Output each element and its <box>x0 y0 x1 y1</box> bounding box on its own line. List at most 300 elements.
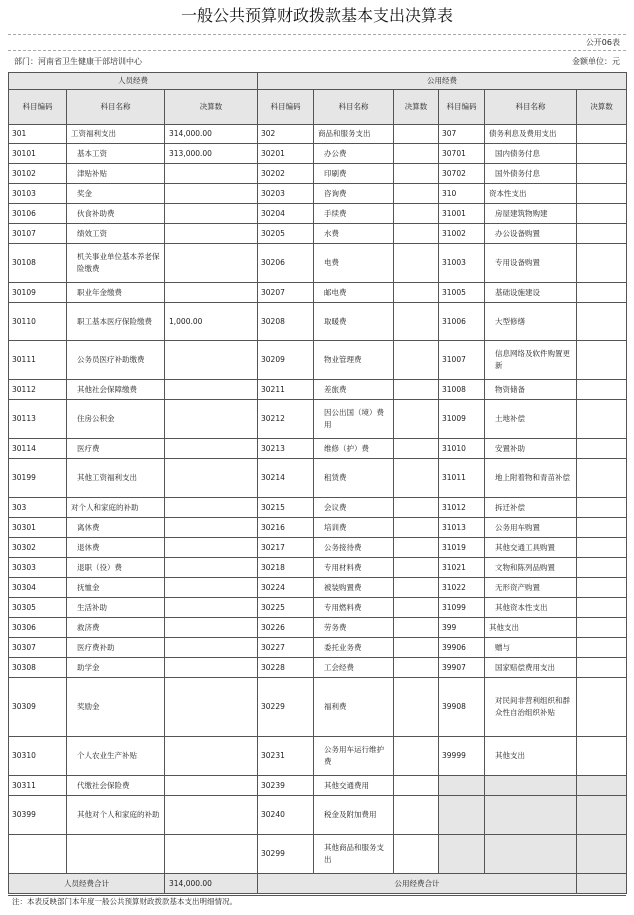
personnel-code-cell: 301 <box>9 125 67 144</box>
public-code-cell: 31006 <box>439 303 485 341</box>
personnel-code-cell: 30302 <box>9 538 67 558</box>
section-personnel-header: 人员经费 <box>9 73 258 90</box>
public-total-label: 公用经费合计 <box>258 874 577 894</box>
public-amount-cell <box>394 638 439 658</box>
personnel-name-cell: 津贴补贴 <box>67 164 165 184</box>
public-name-cell: 资本性支出 <box>485 184 577 204</box>
public-code-cell: 30211 <box>258 380 314 400</box>
personnel-code-cell: 30107 <box>9 224 67 244</box>
public-code-cell: 30227 <box>258 638 314 658</box>
personnel-amount-cell: 1,000.00 <box>165 303 258 341</box>
personnel-amount-cell <box>165 558 258 578</box>
public-code-cell: 30229 <box>258 678 314 737</box>
public-code-cell: 31001 <box>439 204 485 224</box>
public-amount-cell <box>577 144 627 164</box>
public-name-cell <box>485 796 577 835</box>
public-name-cell: 国内债务付息 <box>485 144 577 164</box>
public-amount-cell <box>577 283 627 303</box>
public-code-cell: 30213 <box>258 439 314 459</box>
public-amount-cell <box>394 598 439 618</box>
public-name-cell: 公务用车运行维护费 <box>314 737 394 776</box>
public-name-cell: 专用设备购置 <box>485 244 577 283</box>
public-amount-cell <box>577 204 627 224</box>
public-amount-cell <box>577 224 627 244</box>
public-name-cell: 信息网络及软件购置更新 <box>485 341 577 380</box>
table-row <box>9 244 627 283</box>
personnel-name-cell: 医疗费 <box>67 439 165 459</box>
public-code-cell: 30208 <box>258 303 314 341</box>
public-amount-cell <box>577 341 627 380</box>
public-amount-cell <box>577 125 627 144</box>
personnel-name-cell: 生活补助 <box>67 598 165 618</box>
table-row <box>9 498 627 518</box>
public-code-cell: 30201 <box>258 144 314 164</box>
personnel-code-cell: 30106 <box>9 204 67 224</box>
public-code-cell: 31009 <box>439 400 485 439</box>
public-total-amount <box>577 874 627 894</box>
public-amount-cell <box>394 835 439 874</box>
column-header-amount: 决算数 <box>394 90 439 125</box>
personnel-amount-cell <box>165 776 258 796</box>
public-name-cell: 专用材料费 <box>314 558 394 578</box>
table-row <box>9 164 627 184</box>
public-name-cell: 工会经费 <box>314 658 394 678</box>
public-amount-cell <box>577 538 627 558</box>
personnel-total-label: 人员经费合计 <box>9 874 165 894</box>
public-name-cell: 福利费 <box>314 678 394 737</box>
totals-row <box>9 874 627 894</box>
table-row <box>9 459 627 498</box>
public-amount-cell <box>577 737 627 776</box>
table-row <box>9 796 627 835</box>
personnel-total-amount: 314,000.00 <box>165 874 258 894</box>
public-code-cell: 30240 <box>258 796 314 835</box>
personnel-code-cell: 30310 <box>9 737 67 776</box>
public-amount-cell <box>394 380 439 400</box>
public-code-cell: 30217 <box>258 538 314 558</box>
public-code-cell: 31022 <box>439 578 485 598</box>
public-code-cell: 307 <box>439 125 485 144</box>
public-name-cell: 会议费 <box>314 498 394 518</box>
public-amount-cell <box>577 618 627 638</box>
public-name-cell: 地上附着物和青苗补偿 <box>485 459 577 498</box>
personnel-code-cell: 30301 <box>9 518 67 538</box>
divider <box>8 50 626 51</box>
personnel-name-cell: 绩效工资 <box>67 224 165 244</box>
column-header-amount: 决算数 <box>577 90 627 125</box>
public-name-cell: 咨询费 <box>314 184 394 204</box>
personnel-amount-cell <box>165 224 258 244</box>
public-amount-cell <box>394 244 439 283</box>
personnel-code-cell: 30399 <box>9 796 67 835</box>
public-name-cell: 其他商品和服务支出 <box>314 835 394 874</box>
column-header-code: 科目编码 <box>258 90 314 125</box>
public-name-cell: 办公设备购置 <box>485 224 577 244</box>
public-code-cell: 30204 <box>258 204 314 224</box>
public-name-cell: 水费 <box>314 224 394 244</box>
personnel-code-cell <box>9 835 67 874</box>
public-name-cell: 租赁费 <box>314 459 394 498</box>
public-name-cell <box>485 835 577 874</box>
public-code-cell: 30203 <box>258 184 314 204</box>
public-name-cell: 维修（护）费 <box>314 439 394 459</box>
personnel-amount-cell: 313,000.00 <box>165 144 258 164</box>
public-code-cell: 39999 <box>439 737 485 776</box>
public-name-cell: 手续费 <box>314 204 394 224</box>
public-code-cell: 30215 <box>258 498 314 518</box>
public-amount-cell <box>577 184 627 204</box>
public-name-cell: 无形资产购置 <box>485 578 577 598</box>
personnel-name-cell: 退职（役）费 <box>67 558 165 578</box>
public-name-cell: 电费 <box>314 244 394 283</box>
public-amount-cell <box>394 459 439 498</box>
table-row <box>9 283 627 303</box>
public-code-cell: 30202 <box>258 164 314 184</box>
personnel-code-cell: 303 <box>9 498 67 518</box>
public-amount-cell <box>577 439 627 459</box>
public-name-cell: 其他交通工具购置 <box>485 538 577 558</box>
footnote: 注：本表反映部门本年度一般公共预算财政拨款基本支出明细情况。 <box>8 895 626 908</box>
personnel-name-cell: 代缴社会保险费 <box>67 776 165 796</box>
public-name-cell: 房屋建筑物购建 <box>485 204 577 224</box>
personnel-amount-cell <box>165 638 258 658</box>
public-name-cell: 劳务费 <box>314 618 394 638</box>
personnel-amount-cell <box>165 341 258 380</box>
public-amount-cell <box>394 400 439 439</box>
public-code-cell: 30239 <box>258 776 314 796</box>
personnel-amount-cell <box>165 439 258 459</box>
table-row <box>9 658 627 678</box>
personnel-name-cell <box>67 835 165 874</box>
public-name-cell: 基础设施建设 <box>485 283 577 303</box>
personnel-amount-cell <box>165 796 258 835</box>
public-code-cell: 39906 <box>439 638 485 658</box>
public-amount-cell <box>577 244 627 283</box>
public-amount-cell <box>394 796 439 835</box>
personnel-name-cell: 职工基本医疗保险缴费 <box>67 303 165 341</box>
table-row <box>9 303 627 341</box>
expenditure-table <box>8 72 627 894</box>
public-amount-cell <box>577 835 627 874</box>
personnel-amount-cell <box>165 538 258 558</box>
table-row <box>9 204 627 224</box>
personnel-amount-cell <box>165 737 258 776</box>
public-code-cell: 302 <box>258 125 314 144</box>
public-amount-cell <box>577 380 627 400</box>
public-amount-cell <box>394 341 439 380</box>
public-code-cell: 31019 <box>439 538 485 558</box>
public-code-cell: 31003 <box>439 244 485 283</box>
personnel-code-cell: 30307 <box>9 638 67 658</box>
public-name-cell: 被装购置费 <box>314 578 394 598</box>
public-amount-cell <box>577 498 627 518</box>
column-header-name: 科目名称 <box>485 90 577 125</box>
personnel-name-cell: 住房公积金 <box>67 400 165 439</box>
personnel-code-cell: 30110 <box>9 303 67 341</box>
personnel-amount-cell <box>165 598 258 618</box>
personnel-amount-cell <box>165 400 258 439</box>
personnel-code-cell: 30109 <box>9 283 67 303</box>
personnel-name-cell: 奖励金 <box>67 678 165 737</box>
column-header-name: 科目名称 <box>67 90 165 125</box>
personnel-name-cell: 基本工资 <box>67 144 165 164</box>
public-name-cell: 因公出国（境）费用 <box>314 400 394 439</box>
public-amount-cell <box>577 598 627 618</box>
public-amount-cell <box>394 658 439 678</box>
personnel-code-cell: 30309 <box>9 678 67 737</box>
public-name-cell: 取暖费 <box>314 303 394 341</box>
personnel-amount-cell <box>165 283 258 303</box>
unit-label: 金额单位：元 <box>572 57 620 66</box>
personnel-code-cell: 30114 <box>9 439 67 459</box>
public-name-cell: 国家赔偿费用支出 <box>485 658 577 678</box>
personnel-code-cell: 30111 <box>9 341 67 380</box>
public-amount-cell <box>394 164 439 184</box>
public-amount-cell <box>394 125 439 144</box>
personnel-amount-cell <box>165 678 258 737</box>
personnel-amount-cell <box>165 184 258 204</box>
personnel-name-cell: 工资福利支出 <box>67 125 165 144</box>
public-amount-cell <box>577 518 627 538</box>
personnel-name-cell: 公务员医疗补助缴费 <box>67 341 165 380</box>
department-label: 部门：河南省卫生健康干部培训中心 <box>14 57 142 66</box>
personnel-code-cell: 30311 <box>9 776 67 796</box>
public-code-cell: 30216 <box>258 518 314 538</box>
public-name-cell: 对民间非营利组织和群众性自治组织补贴 <box>485 678 577 737</box>
public-name-cell: 安置补助 <box>485 439 577 459</box>
personnel-amount-cell <box>165 498 258 518</box>
table-row <box>9 439 627 459</box>
public-code-cell: 30209 <box>258 341 314 380</box>
public-code-cell: 30212 <box>258 400 314 439</box>
public-code-cell: 31099 <box>439 598 485 618</box>
public-name-cell: 赠与 <box>485 638 577 658</box>
public-code-cell: 31010 <box>439 439 485 459</box>
personnel-amount-cell <box>165 244 258 283</box>
public-name-cell: 国外债务付息 <box>485 164 577 184</box>
personnel-amount-cell <box>165 459 258 498</box>
personnel-name-cell: 助学金 <box>67 658 165 678</box>
public-amount-cell <box>394 439 439 459</box>
public-name-cell: 专用燃料费 <box>314 598 394 618</box>
public-code-cell: 31007 <box>439 341 485 380</box>
public-code-cell: 31013 <box>439 518 485 538</box>
personnel-name-cell: 退休费 <box>67 538 165 558</box>
personnel-code-cell: 30304 <box>9 578 67 598</box>
public-amount-cell <box>394 144 439 164</box>
public-code-cell: 31002 <box>439 224 485 244</box>
table-row <box>9 380 627 400</box>
public-name-cell: 物资储备 <box>485 380 577 400</box>
public-amount-cell <box>577 796 627 835</box>
personnel-name-cell: 伙食补助费 <box>67 204 165 224</box>
column-header-name: 科目名称 <box>314 90 394 125</box>
divider <box>8 34 626 35</box>
personnel-amount-cell <box>165 380 258 400</box>
public-amount-cell <box>577 459 627 498</box>
public-amount-cell <box>394 578 439 598</box>
public-name-cell: 公务用车购置 <box>485 518 577 538</box>
personnel-code-cell: 30303 <box>9 558 67 578</box>
personnel-code-cell: 30103 <box>9 184 67 204</box>
public-name-cell: 其他支出 <box>485 737 577 776</box>
personnel-name-cell: 个人农业生产补贴 <box>67 737 165 776</box>
personnel-amount-cell <box>165 518 258 538</box>
public-amount-cell <box>577 303 627 341</box>
public-name-cell: 拆迁补偿 <box>485 498 577 518</box>
personnel-code-cell: 30113 <box>9 400 67 439</box>
public-amount-cell <box>394 303 439 341</box>
public-amount-cell <box>577 578 627 598</box>
public-amount-cell <box>394 283 439 303</box>
public-amount-cell <box>577 638 627 658</box>
table-row <box>9 538 627 558</box>
public-name-cell: 债务利息及费用支出 <box>485 125 577 144</box>
table-row <box>9 678 627 737</box>
personnel-code-cell: 30305 <box>9 598 67 618</box>
section-public-header: 公用经费 <box>258 73 627 90</box>
public-amount-cell <box>577 164 627 184</box>
public-amount-cell <box>394 558 439 578</box>
public-name-cell: 其他支出 <box>485 618 577 638</box>
form-number: 公开06表 <box>585 38 620 47</box>
public-code-cell: 30205 <box>258 224 314 244</box>
public-name-cell <box>485 776 577 796</box>
public-name-cell: 办公费 <box>314 144 394 164</box>
personnel-name-cell: 奖金 <box>67 184 165 204</box>
table-row <box>9 224 627 244</box>
public-code-cell: 31012 <box>439 498 485 518</box>
table-row <box>9 400 627 439</box>
public-name-cell: 物业管理费 <box>314 341 394 380</box>
public-name-cell: 其他交通费用 <box>314 776 394 796</box>
table-row <box>9 558 627 578</box>
public-name-cell: 文物和陈列品购置 <box>485 558 577 578</box>
table-row <box>9 618 627 638</box>
public-code-cell: 30231 <box>258 737 314 776</box>
table-row <box>9 125 627 144</box>
table-row <box>9 598 627 618</box>
public-name-cell: 大型修缮 <box>485 303 577 341</box>
public-amount-cell <box>394 498 439 518</box>
table-row <box>9 638 627 658</box>
public-code-cell: 30206 <box>258 244 314 283</box>
table-row <box>9 776 627 796</box>
public-amount-cell <box>394 538 439 558</box>
personnel-name-cell: 抚恤金 <box>67 578 165 598</box>
personnel-name-cell: 其他社会保障缴费 <box>67 380 165 400</box>
public-code-cell: 30225 <box>258 598 314 618</box>
personnel-code-cell: 30308 <box>9 658 67 678</box>
public-code-cell: 30702 <box>439 164 485 184</box>
personnel-code-cell: 30112 <box>9 380 67 400</box>
table-row <box>9 184 627 204</box>
public-name-cell: 公务接待费 <box>314 538 394 558</box>
table-row <box>9 341 627 380</box>
public-code-cell: 30299 <box>258 835 314 874</box>
personnel-name-cell: 医疗费补助 <box>67 638 165 658</box>
personnel-amount-cell: 314,000.00 <box>165 125 258 144</box>
table-row <box>9 835 627 874</box>
table-row <box>9 144 627 164</box>
public-code-cell: 399 <box>439 618 485 638</box>
public-name-cell: 商品和服务支出 <box>314 125 394 144</box>
personnel-amount-cell <box>165 578 258 598</box>
public-name-cell: 委托业务费 <box>314 638 394 658</box>
public-amount-cell <box>577 558 627 578</box>
column-header-code: 科目编码 <box>439 90 485 125</box>
public-code-cell: 31021 <box>439 558 485 578</box>
personnel-name-cell: 离休费 <box>67 518 165 538</box>
column-header-amount: 决算数 <box>165 90 258 125</box>
public-code-cell: 30226 <box>258 618 314 638</box>
public-amount-cell <box>394 184 439 204</box>
public-code-cell: 310 <box>439 184 485 204</box>
public-code-cell: 30224 <box>258 578 314 598</box>
public-code-cell: 30218 <box>258 558 314 578</box>
personnel-name-cell: 其他对个人和家庭的补助 <box>67 796 165 835</box>
personnel-code-cell: 30306 <box>9 618 67 638</box>
public-amount-cell <box>394 678 439 737</box>
table-row <box>9 578 627 598</box>
public-code-cell: 39908 <box>439 678 485 737</box>
personnel-amount-cell <box>165 204 258 224</box>
public-code-cell: 31008 <box>439 380 485 400</box>
personnel-code-cell: 30101 <box>9 144 67 164</box>
public-code-cell: 31005 <box>439 283 485 303</box>
public-amount-cell <box>394 204 439 224</box>
public-name-cell: 税金及附加费用 <box>314 796 394 835</box>
public-code-cell <box>439 776 485 796</box>
table-row <box>9 518 627 538</box>
public-name-cell: 土地补偿 <box>485 400 577 439</box>
public-amount-cell <box>394 224 439 244</box>
public-code-cell <box>439 835 485 874</box>
table-title: 一般公共预算财政拨款基本支出决算表 <box>180 6 453 25</box>
personnel-amount-cell <box>165 618 258 638</box>
public-amount-cell <box>394 776 439 796</box>
public-code-cell: 39907 <box>439 658 485 678</box>
public-amount-cell <box>577 658 627 678</box>
public-amount-cell <box>577 678 627 737</box>
public-code-cell: 31011 <box>439 459 485 498</box>
public-code-cell <box>439 796 485 835</box>
personnel-code-cell: 30102 <box>9 164 67 184</box>
personnel-amount-cell <box>165 658 258 678</box>
personnel-amount-cell <box>165 164 258 184</box>
personnel-name-cell: 救济费 <box>67 618 165 638</box>
personnel-name-cell: 对个人和家庭的补助 <box>67 498 165 518</box>
public-amount-cell <box>394 618 439 638</box>
public-name-cell: 印刷费 <box>314 164 394 184</box>
table-row <box>9 737 627 776</box>
personnel-amount-cell <box>165 835 258 874</box>
personnel-name-cell: 机关事业单位基本养老保险缴费 <box>67 244 165 283</box>
public-code-cell: 30228 <box>258 658 314 678</box>
public-amount-cell <box>577 776 627 796</box>
personnel-code-cell: 30108 <box>9 244 67 283</box>
column-header-code: 科目编码 <box>9 90 67 125</box>
public-code-cell: 30701 <box>439 144 485 164</box>
public-name-cell: 差旅费 <box>314 380 394 400</box>
public-amount-cell <box>394 737 439 776</box>
personnel-code-cell: 30199 <box>9 459 67 498</box>
public-name-cell: 邮电费 <box>314 283 394 303</box>
personnel-name-cell: 其他工资福利支出 <box>67 459 165 498</box>
personnel-name-cell: 职业年金缴费 <box>67 283 165 303</box>
public-code-cell: 30207 <box>258 283 314 303</box>
public-name-cell: 培训费 <box>314 518 394 538</box>
